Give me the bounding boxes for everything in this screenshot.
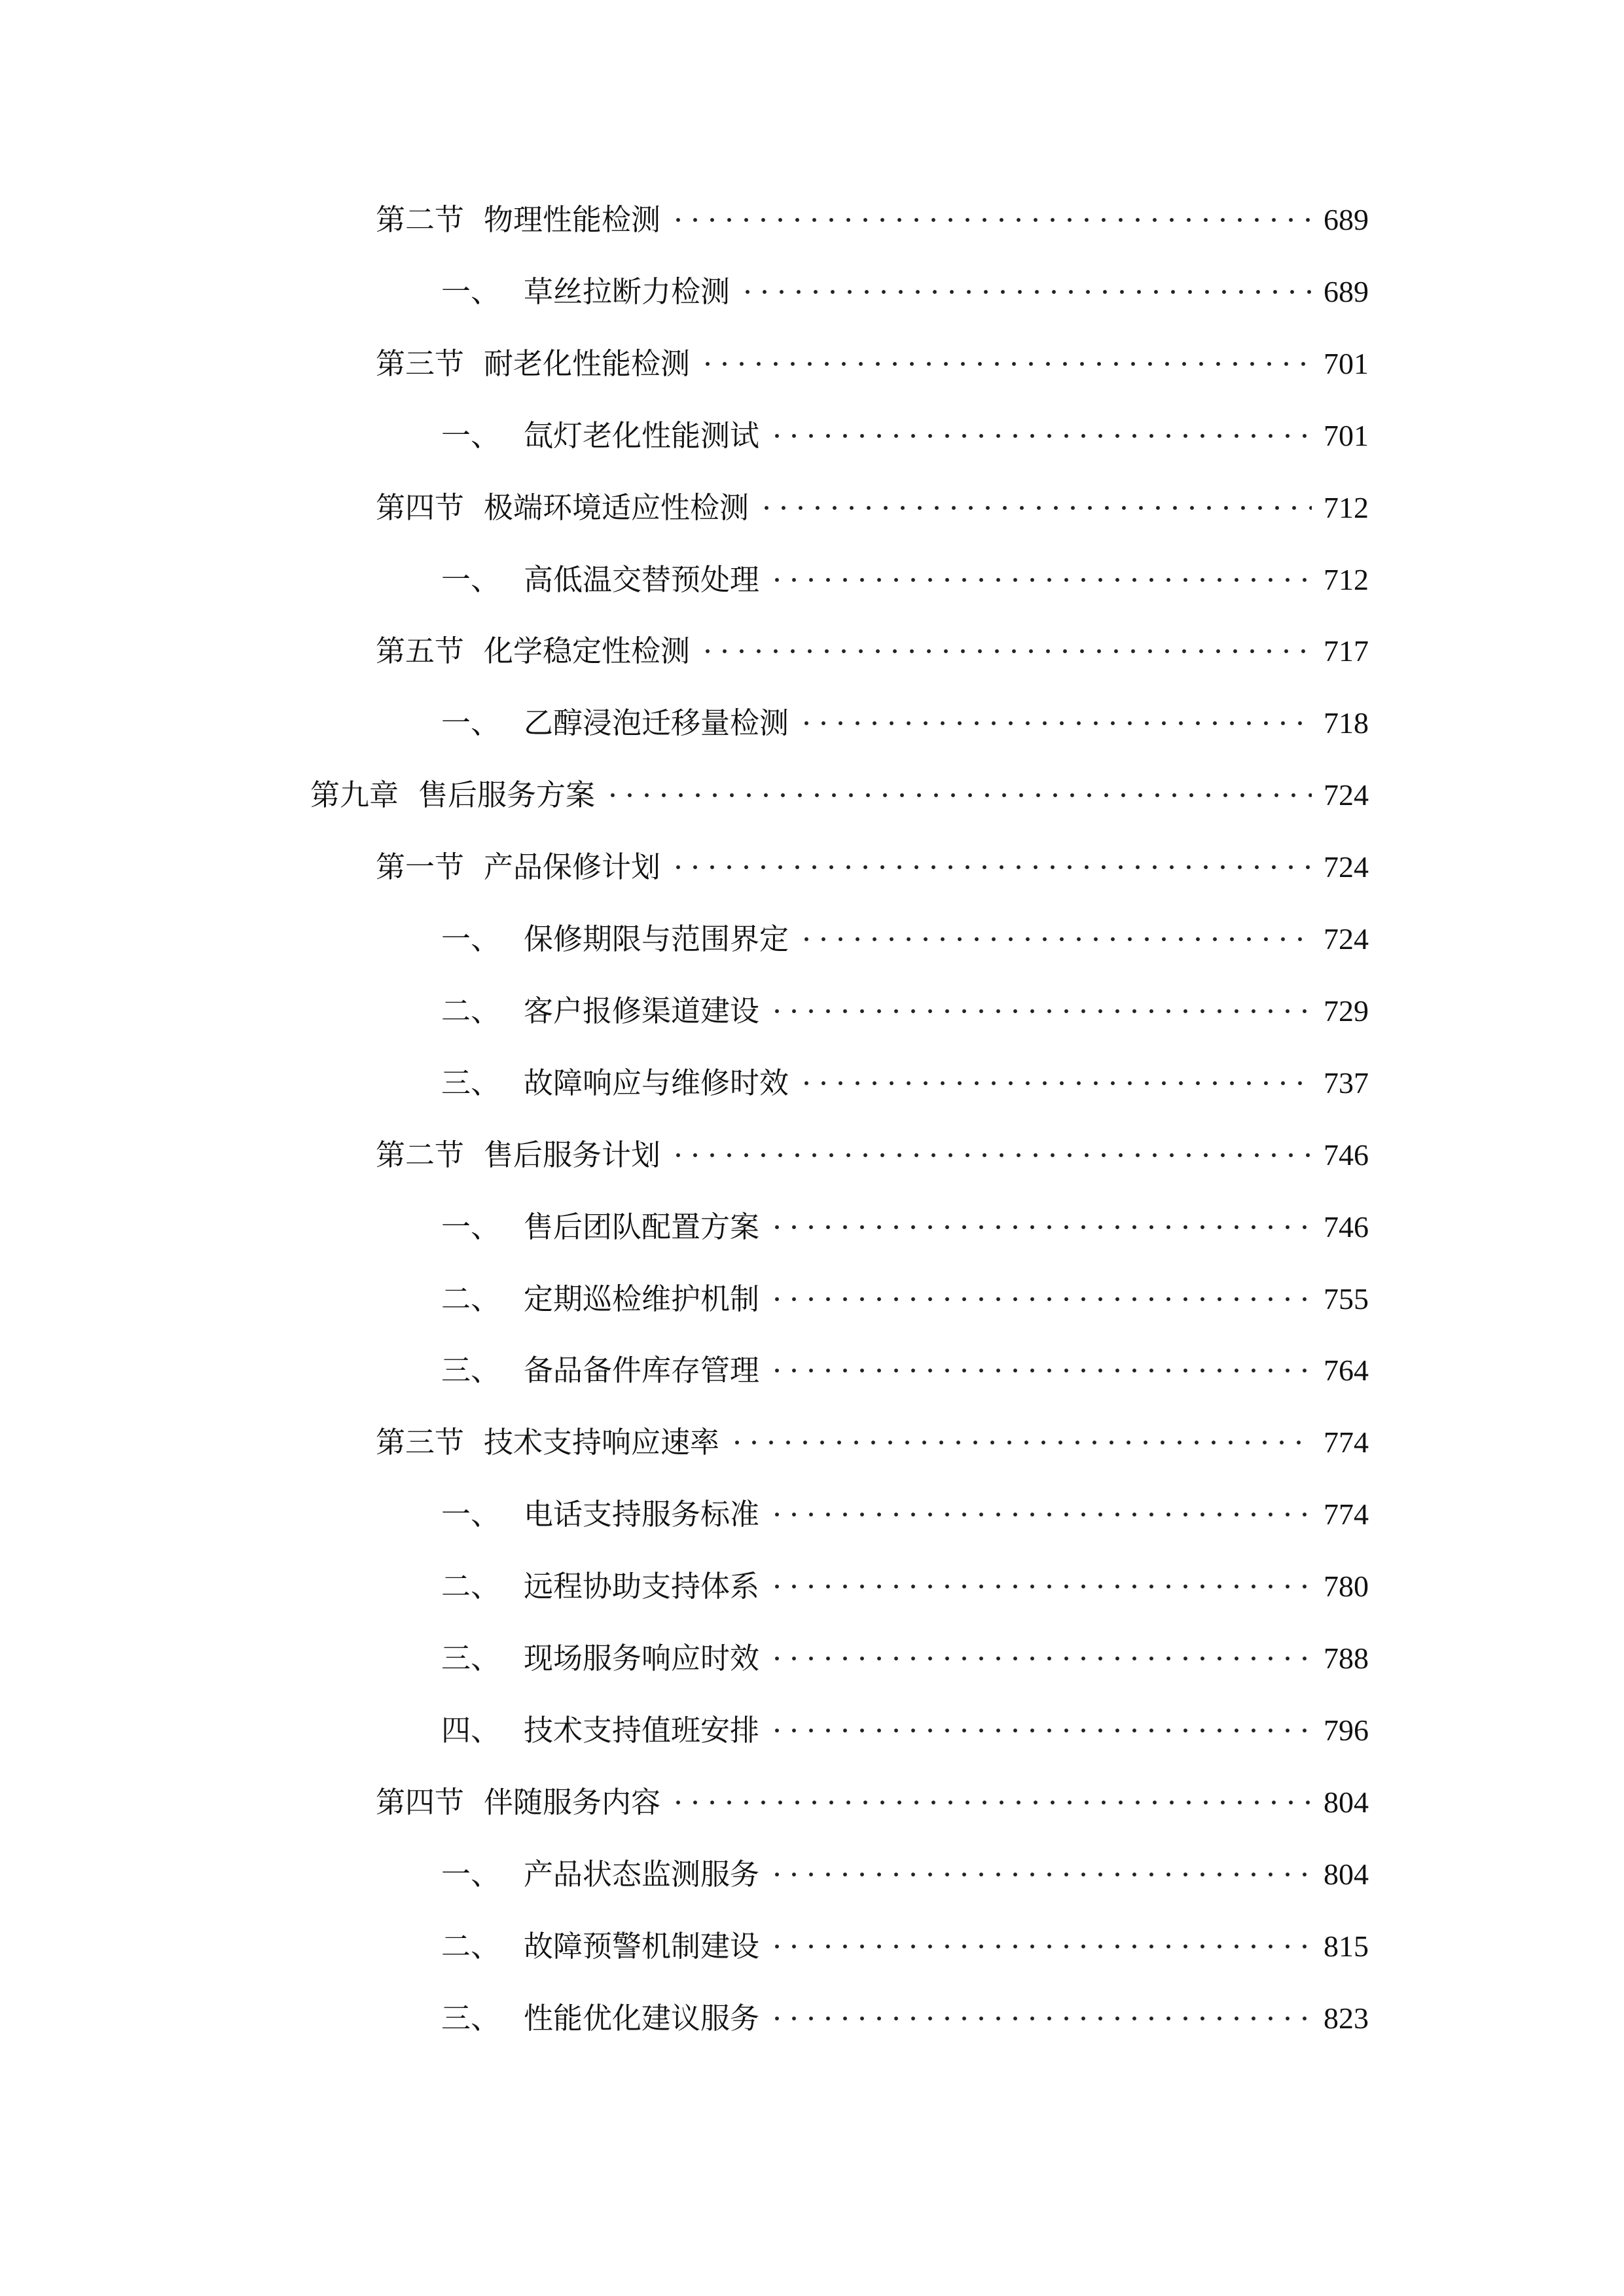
toc-entry-number: 第五节	[376, 634, 465, 668]
toc-dot-leader	[798, 1057, 1312, 1109]
toc-entry-title: 售后服务方案	[418, 778, 596, 812]
toc-dot-leader	[798, 697, 1312, 749]
toc-entry[interactable]	[441, 1992, 1369, 2045]
toc-entry[interactable]	[376, 1129, 1369, 1181]
toc-entry-number: 二、	[441, 994, 501, 1028]
toc-entry-title: 物理性能检测	[484, 202, 661, 237]
toc-entry-number: 二、	[441, 1929, 501, 1964]
toc-entry-page-number: 737	[1324, 1066, 1369, 1100]
toc-entry-title: 技术支持响应速率	[484, 1425, 720, 1460]
toc-dot-leader	[670, 194, 1312, 246]
toc-entry-page-number: 746	[1324, 1210, 1369, 1244]
toc-dot-leader	[768, 1560, 1312, 1613]
toc-entry-page-number: 718	[1324, 706, 1369, 740]
toc-entry-title: 产品保修计划	[484, 850, 661, 884]
toc-entry-page-number: 823	[1324, 2001, 1369, 2035]
toc-entry-number: 第三节	[376, 1425, 465, 1460]
toc-dot-leader	[670, 1776, 1312, 1829]
toc-entry-title: 备品备件库存管理	[524, 1353, 760, 1388]
toc-entry-number: 三、	[441, 2001, 501, 2036]
toc-dot-leader	[699, 338, 1312, 390]
toc-entry-title: 售后服务计划	[484, 1138, 661, 1172]
toc-entry-page-number: 729	[1324, 994, 1369, 1028]
toc-entry-number: 一、	[441, 562, 501, 597]
toc-entry-title: 现场服务响应时效	[524, 1641, 760, 1676]
toc-entry[interactable]	[376, 625, 1369, 677]
toc-entry-number: 第二节	[376, 1138, 465, 1172]
toc-entry-number: 一、	[441, 922, 501, 956]
toc-dot-leader	[768, 1632, 1312, 1685]
toc-entry[interactable]	[376, 1776, 1369, 1829]
toc-entry-page-number: 796	[1324, 1713, 1369, 1747]
toc-dot-leader	[768, 554, 1312, 606]
toc-entry-page-number: 724	[1324, 850, 1369, 884]
toc-entry-title: 极端环境适应性检测	[484, 490, 749, 525]
toc-entry-page-number: 755	[1324, 1282, 1369, 1316]
toc-entry-number: 第四节	[376, 1785, 465, 1820]
toc-dot-leader	[758, 482, 1312, 534]
toc-entry-number: 一、	[441, 706, 501, 740]
toc-entry-page-number: 774	[1324, 1426, 1369, 1459]
toc-entry-number: 三、	[441, 1066, 501, 1100]
toc-entry-number: 第三节	[376, 346, 465, 381]
toc-entry[interactable]	[441, 1704, 1369, 1757]
toc-entry[interactable]	[441, 1273, 1369, 1325]
toc-entry[interactable]	[310, 769, 1369, 821]
toc-entry-title: 故障响应与维修时效	[524, 1066, 789, 1100]
toc-dot-leader	[768, 1848, 1312, 1901]
toc-entry-number: 第二节	[376, 202, 465, 237]
toc-dot-leader	[768, 1273, 1312, 1325]
toc-entry-number: 四、	[441, 1713, 501, 1748]
toc-dot-leader	[670, 1129, 1312, 1181]
toc-entry[interactable]	[376, 482, 1369, 534]
toc-entry-page-number: 689	[1324, 203, 1369, 236]
toc-entry-number: 一、	[441, 1497, 501, 1532]
toc-entry-page-number: 701	[1324, 347, 1369, 380]
toc-entry-page-number: 724	[1324, 922, 1369, 956]
toc-dot-leader	[768, 1704, 1312, 1757]
toc-dot-leader	[699, 625, 1312, 677]
toc-dot-leader	[768, 1344, 1312, 1397]
toc-entry-page-number: 712	[1324, 491, 1369, 524]
toc-entry-title: 伴随服务内容	[484, 1785, 661, 1820]
toc-entry-number: 第四节	[376, 490, 465, 525]
toc-dot-leader	[768, 410, 1312, 462]
toc-entry-title: 耐老化性能检测	[484, 346, 691, 381]
toc-entry-page-number: 804	[1324, 1857, 1369, 1891]
toc-entry-title: 化学稳定性检测	[484, 634, 691, 668]
toc-entry-number: 三、	[441, 1353, 501, 1388]
toc-dot-leader	[768, 1488, 1312, 1541]
toc-dot-leader	[604, 769, 1312, 821]
toc-entry[interactable]	[441, 1057, 1369, 1109]
toc-entry[interactable]	[376, 194, 1369, 246]
toc-entry-title: 技术支持值班安排	[524, 1713, 760, 1748]
toc-entry[interactable]	[441, 1344, 1369, 1397]
toc-dot-leader	[768, 985, 1312, 1037]
toc-entry[interactable]	[376, 841, 1369, 893]
toc-entry-page-number: 815	[1324, 1929, 1369, 1963]
toc-entry-title: 电话支持服务标准	[524, 1497, 760, 1532]
toc-entry-title: 性能优化建议服务	[524, 2001, 760, 2036]
toc-entry[interactable]	[441, 985, 1369, 1037]
toc-entry-number: 一、	[441, 274, 501, 309]
toc-entry-page-number: 724	[1324, 778, 1369, 812]
toc-entry-title: 客户报修渠道建设	[524, 994, 760, 1028]
toc-entry-page-number: 701	[1324, 419, 1369, 452]
toc-entry-number: 第九章	[310, 778, 399, 812]
toc-entry-page-number: 717	[1324, 634, 1369, 668]
toc-entry-page-number: 764	[1324, 1354, 1369, 1387]
toc-dot-leader	[768, 1920, 1312, 1973]
toc-entry[interactable]	[441, 554, 1369, 606]
toc-entry[interactable]	[376, 1416, 1369, 1469]
toc-entry-number: 二、	[441, 1569, 501, 1604]
toc-entry[interactable]	[441, 1848, 1369, 1901]
toc-entry[interactable]	[441, 1560, 1369, 1613]
toc-entry-title: 售后团队配置方案	[524, 1210, 760, 1244]
toc-entry-title: 保修期限与范围界定	[524, 922, 789, 956]
toc-entry-number: 一、	[441, 1210, 501, 1244]
toc-entry-title: 草丝拉断力检测	[524, 274, 731, 309]
toc-entry-title: 故障预警机制建设	[524, 1929, 760, 1964]
toc-entry[interactable]	[441, 1488, 1369, 1541]
toc-entry-page-number: 788	[1324, 1641, 1369, 1675]
toc-dot-leader	[768, 1992, 1312, 2045]
toc-entry-page-number: 774	[1324, 1498, 1369, 1531]
toc-entry-page-number: 689	[1324, 275, 1369, 308]
toc-entry-title: 产品状态监测服务	[524, 1857, 760, 1892]
toc-entry-page-number: 746	[1324, 1138, 1369, 1172]
toc-entry-number: 二、	[441, 1282, 501, 1316]
toc-entry-title: 远程协助支持体系	[524, 1569, 760, 1604]
toc-entry[interactable]	[441, 266, 1369, 318]
toc-dot-leader	[798, 913, 1312, 965]
toc-entry-title: 定期巡检维护机制	[524, 1282, 760, 1316]
toc-entry-title: 高低温交替预处理	[524, 562, 760, 597]
toc-dot-leader	[729, 1416, 1312, 1469]
toc-entry-page-number: 712	[1324, 563, 1369, 596]
toc-dot-leader	[670, 841, 1312, 893]
toc-entry[interactable]	[441, 697, 1369, 749]
toc-entry-title: 乙醇浸泡迁移量检测	[524, 706, 789, 740]
toc-entry-number: 一、	[441, 1857, 501, 1892]
toc-entry[interactable]	[441, 410, 1369, 462]
toc-entry-number: 三、	[441, 1641, 501, 1676]
toc-entry-page-number: 804	[1324, 1785, 1369, 1819]
toc-dot-leader	[739, 266, 1312, 318]
toc-entry[interactable]	[441, 1632, 1369, 1685]
toc-entry-number: 一、	[441, 418, 501, 453]
toc-entry-number: 第一节	[376, 850, 465, 884]
toc-entry-title: 氙灯老化性能测试	[524, 418, 760, 453]
toc-entry[interactable]	[441, 1920, 1369, 1973]
toc-entry[interactable]	[441, 913, 1369, 965]
toc-entry[interactable]	[441, 1201, 1369, 1253]
toc-entry[interactable]	[376, 338, 1369, 390]
toc-entry-page-number: 780	[1324, 1570, 1369, 1603]
toc-dot-leader	[768, 1201, 1312, 1253]
